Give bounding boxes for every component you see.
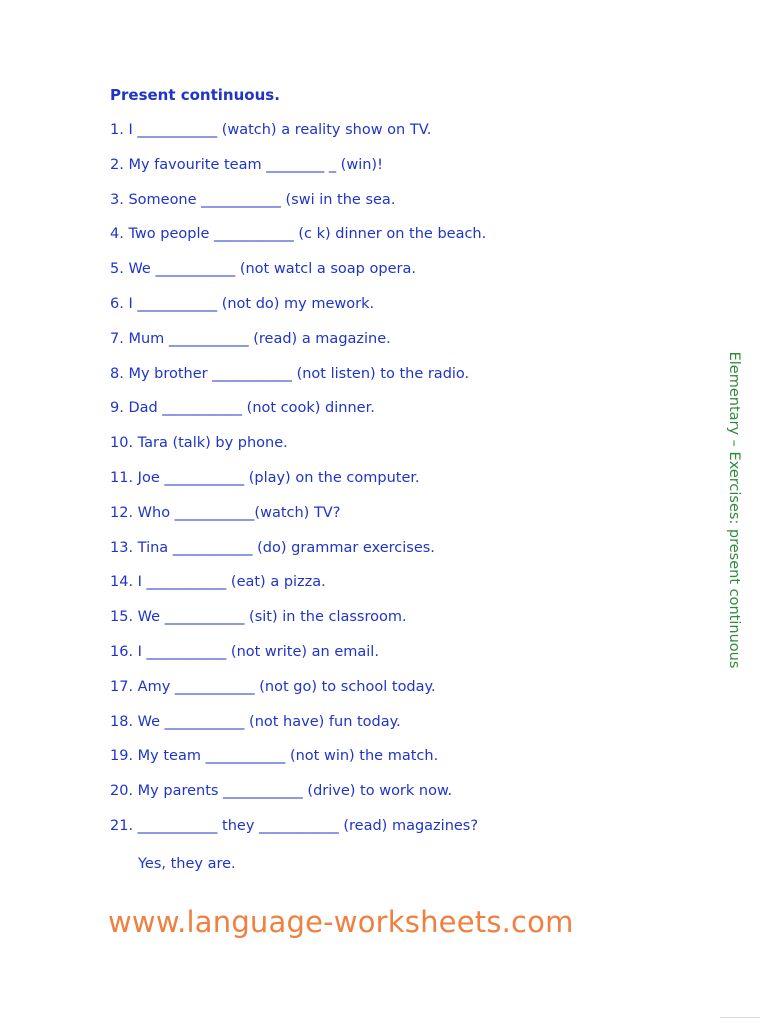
exercise-item: 16. I ___________ (not write) an email. [110, 643, 379, 660]
exercise-item: 8. My brother ___________ (not listen) to the radio. [110, 365, 470, 382]
corner-divider [720, 1017, 760, 1018]
exercise-list [110, 120, 670, 851]
exercise-item: 7. Mum ___________ (read) a magazine. [110, 330, 391, 347]
worksheet-title: Present continuous. [110, 86, 280, 104]
exercise-item: 12. Who ___________(watch) TV? [110, 504, 341, 521]
exercise-item: 6. I ___________ (not do) my mework. [110, 295, 375, 312]
exercise-item: 20. My parents ___________ (drive) to work now. [110, 783, 453, 800]
example-answer: Yes, they are. [138, 856, 236, 872]
exercise-item: 15. We ___________ (sit) in the classroom. [110, 609, 407, 626]
footer-website-link[interactable]: www.language-worksheets.com [108, 905, 574, 939]
exercise-item: 3. Someone ___________ (swi in the sea. [110, 191, 396, 208]
exercise-item: 2. My favourite team ________ _ (win)! [110, 156, 383, 173]
exercise-item: 21. ___________ they ___________ (read) magazines? [110, 817, 479, 834]
exercise-item: 14. I ___________ (eat) a pizza. [110, 574, 326, 591]
side-category-label: Elementary – Exercises: present continuous [726, 351, 742, 669]
exercise-item: 17. Amy ___________ (not go) to school today. [110, 678, 436, 695]
exercise-item: 9. Dad ___________ (not cook) dinner. [110, 400, 375, 417]
exercise-item: 13. Tina ___________ (do) grammar exercises. [110, 539, 435, 556]
exercise-item: 19. My team ___________ (not win) the match. [110, 748, 439, 765]
exercise-item: 5. We ___________ (not watcl a soap opera. [110, 261, 416, 278]
exercise-item: 4. Two people ___________ (c k) dinner on the beach. [110, 226, 487, 243]
exercise-item: 18. We ___________ (not have) fun today. [110, 713, 401, 730]
exercise-item: 10. Tara (talk) by phone. [110, 435, 288, 452]
exercise-item: 1. I ___________ (watch) a reality show on TV. [110, 122, 432, 138]
exercise-item: 11. Joe ___________ (play) on the computer. [110, 469, 420, 486]
